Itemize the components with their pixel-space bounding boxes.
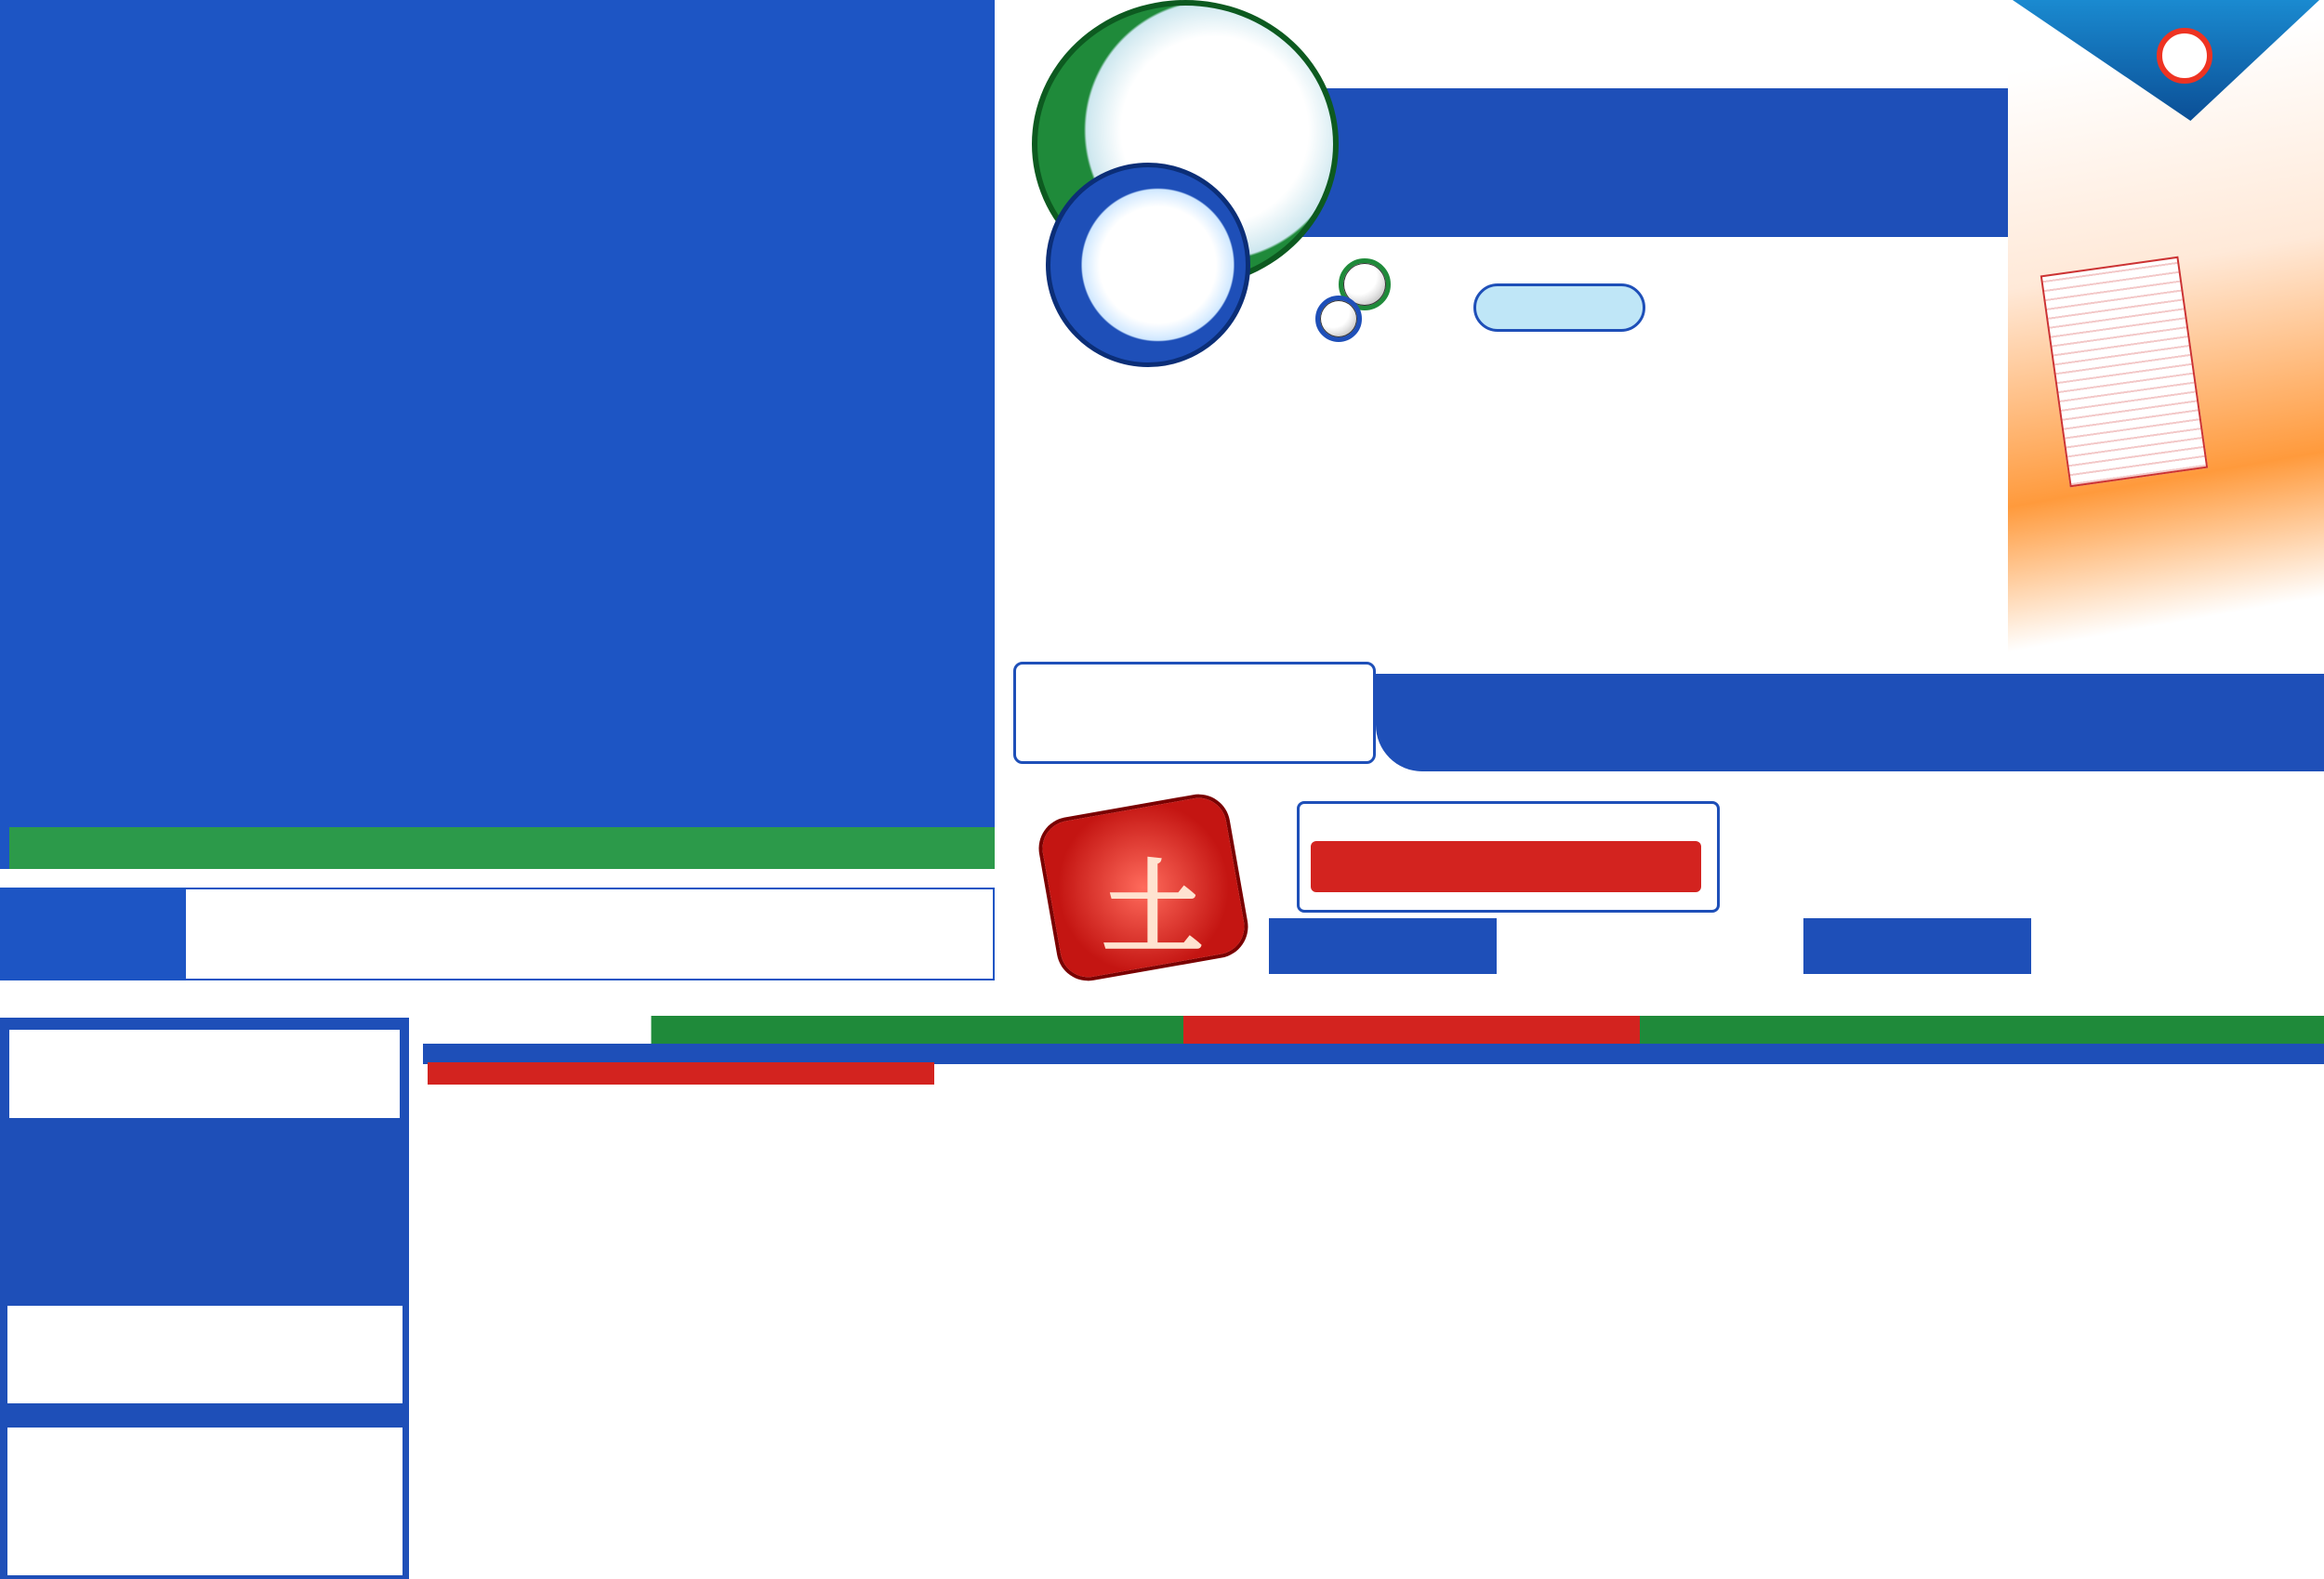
sub-picks-label-box: [1803, 918, 2031, 974]
badge-ball-25: [1315, 296, 1362, 342]
picks-strip: [1376, 674, 2324, 771]
side-logo-icon: [2157, 28, 2212, 84]
draw-time-bar: [1320, 0, 1738, 84]
table-header-label: [428, 1062, 934, 1085]
picks-text: [1027, 667, 1367, 760]
lotto-box: [7, 1306, 403, 1575]
analysis-left-column: [1023, 336, 1487, 652]
table-header-strip: [423, 1044, 2324, 1064]
tip-area-green: [9, 827, 995, 869]
hot-numbers-label-box: [0, 888, 186, 980]
top-left-header: [0, 0, 995, 74]
analysis-right-column: [1520, 243, 2003, 652]
side-ticket: [2040, 257, 2209, 488]
prize-header: [7, 1403, 403, 1428]
special-ribbon: [1311, 841, 1701, 892]
chart-panel-title-box: [9, 1030, 400, 1118]
table-top-strip: [423, 1016, 2324, 1044]
main-picks-label-box: [1269, 918, 1497, 974]
fortune-icon-glyph: 土: [1102, 849, 1204, 968]
tip-area: [0, 74, 995, 869]
